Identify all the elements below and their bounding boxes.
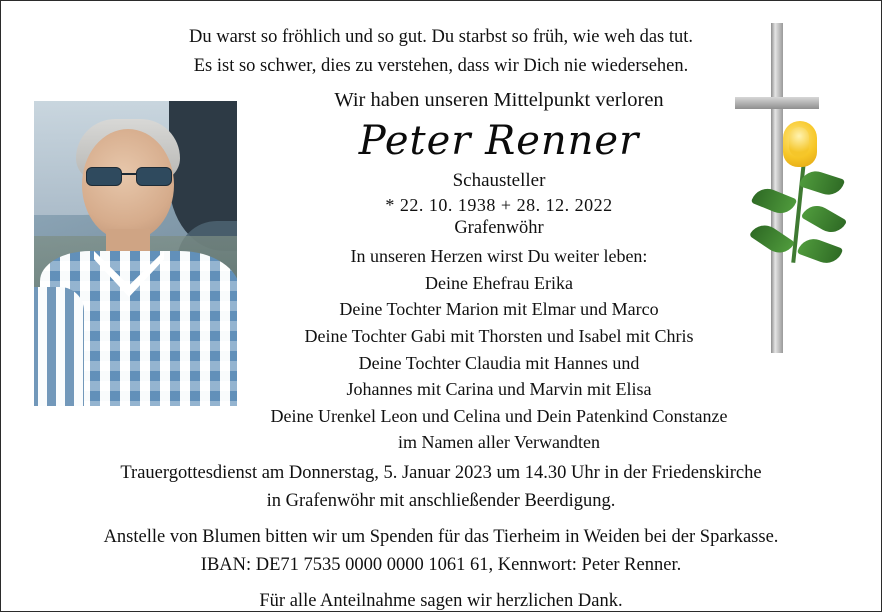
birth-death-dates: * 22. 10. 1938 + 28. 12. 2022: [385, 195, 613, 215]
family-line: Johannes mit Carina und Marvin mit Elisa: [346, 379, 652, 400]
lens-left: [86, 167, 122, 186]
family-line: Deine Tochter Claudia mit Hannes und: [358, 352, 640, 373]
cross-crossbar: [735, 97, 819, 109]
deceased-name: Peter Renner: [358, 118, 640, 164]
family-intro: In unseren Herzen wirst Du weiter leben:: [350, 246, 648, 266]
donation-line-2: IBAN: DE71 7535 0000 0000 1061 61, Kennwort: Peter Renner.: [200, 555, 682, 576]
family-line: Deine Urenkel Leon und Celina und Dein Patenkind Constanze: [270, 405, 728, 426]
donation-line-1: Anstelle von Blumen bitten wir um Spenden für das Tierheim in Weiden bei der Sparkasse.: [103, 527, 779, 548]
leaf-icon: [801, 200, 847, 238]
service-line-2: in Grafenwöhr mit anschließender Beerdigung.: [266, 491, 616, 512]
service-and-donation-info: [1, 459, 881, 612]
family-line: Deine Tochter Marion mit Elmar und Marco: [339, 299, 659, 320]
place: Grafenwöhr: [454, 218, 544, 238]
cross-icon: [771, 23, 783, 353]
photo-arm: [34, 287, 84, 406]
leaf-icon: [797, 234, 843, 267]
sunglasses-icon: [86, 167, 172, 184]
lens-right: [136, 167, 172, 186]
portrait-photo: [34, 101, 237, 406]
memorial-main-text: [249, 89, 749, 456]
thanks-line: Für alle Anteilnahme sagen wir herzlichen Dank.: [259, 591, 623, 612]
spacer: [1, 515, 881, 523]
family-line: Deine Tochter Gabi mit Thorsten und Isabel mit Chris: [304, 325, 694, 346]
headline: Wir haben unseren Mittelpunkt verloren: [334, 89, 664, 111]
family-line: Deine Ehefrau Erika: [425, 272, 573, 293]
family-line: im Namen aller Verwandten: [397, 432, 601, 453]
service-line-1: Trauergottesdienst am Donnerstag, 5. Januar 2023 um 14.30 Uhr in der Friedenskirche: [120, 463, 762, 483]
verse-line-1: Du warst so fröhlich und so gut. Du starbst so früh, wie weh das tut.: [188, 27, 694, 47]
verse-line-2: Es ist so schwer, dies zu verstehen, dass wir Dich nie wiedersehen.: [193, 55, 689, 76]
occupation: Schausteller: [452, 170, 546, 191]
rose-petal: [789, 127, 809, 157]
cross-and-rose-graphic: [727, 23, 847, 353]
lens-bridge: [121, 173, 137, 175]
leaf-icon: [799, 167, 845, 199]
spacer: [1, 579, 881, 587]
